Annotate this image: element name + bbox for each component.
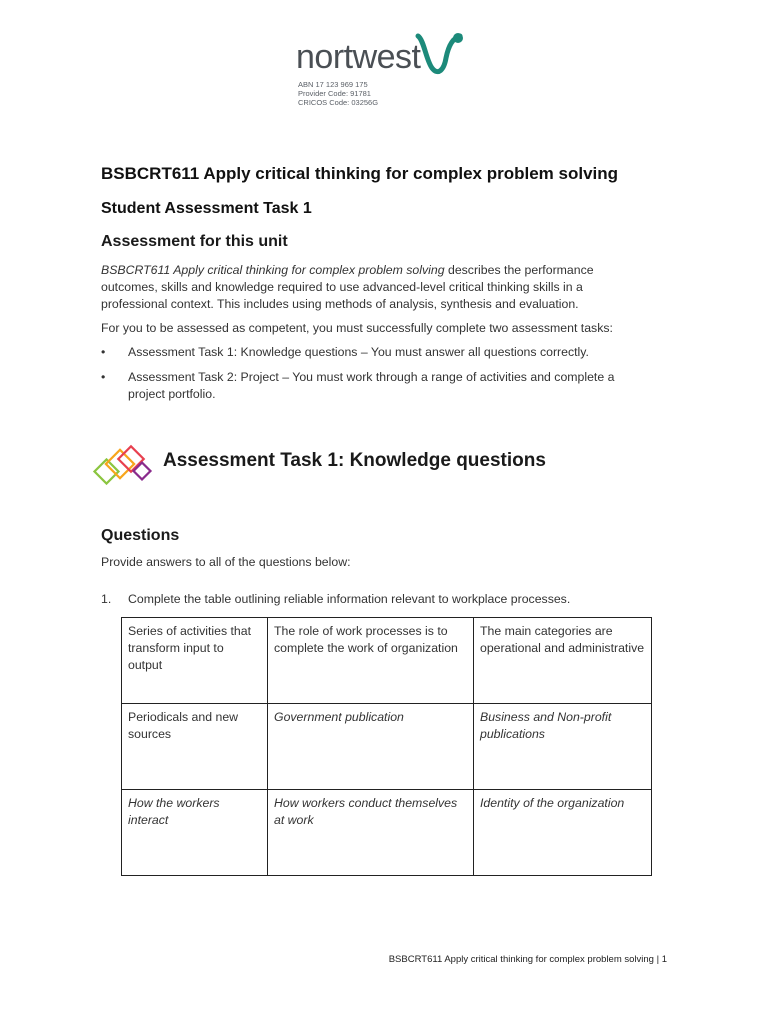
table-row [122,790,652,876]
section-heading: Assessment Task 1: Knowledge questions [163,450,546,471]
table-cell: How the workers interact [122,790,268,876]
assessment-intro [101,262,641,313]
logo-meta [298,80,378,107]
table-row [122,704,652,790]
logo-wordmark: nortwest [296,38,421,76]
task-title: Student Assessment Task 1 [101,200,312,217]
logo-provider-code: Provider Code: 91781 [298,89,371,98]
table-cell: The role of work processes is to complete the work of organization [268,618,474,704]
overlapping-diamonds-icon [92,442,158,490]
bullet-dot-icon: • [101,370,106,384]
table-cell: Business and Non-profit publications [474,704,652,790]
table-cell: Periodicals and new sources [122,704,268,790]
page-footer: BSBCRT611 Apply critical thinking for complex problem solving | 1 [388,954,667,965]
bullet-text: Assessment Task 1: Knowledge questions – You must answer all questions correctly. [128,345,589,359]
question-number: 1. [101,592,112,606]
assessment-heading: Assessment for this unit [101,233,288,250]
logo-wave-icon [414,30,464,78]
bullet-dot-icon: • [101,345,106,359]
table-cell: The main categories are operational and administrative [474,618,652,704]
bullet-text: Assessment Task 2: Project – You must work through a range of activities and complete a project portfolio. [128,370,615,401]
table-cell: Government publication [268,704,474,790]
intro-description: describes the performance outcomes, skills and knowledge required to use advanced-level critical thinking skills in a professional context. This includes using methods of analysis, synthesis and evaluation. [101,263,594,311]
nortwest-logo [296,30,476,110]
table-cell: Series of activities that transform input to output [122,618,268,704]
table-cell: Identity of the organization [474,790,652,876]
questions-heading: Questions [101,527,180,544]
unit-title: BSBCRT611 Apply critical thinking for complex problem solving [101,164,619,183]
question-text: Complete the table outlining reliable information relevant to workplace processes. [128,592,571,606]
table-cell: How workers conduct themselves at work [268,790,474,876]
logo-cricos-code: CRICOS Code: 03256G [298,98,379,107]
answer-table [121,617,652,876]
questions-instruction: Provide answers to all of the questions below: [101,555,351,569]
logo-abn: ABN 17 123 969 175 [298,80,368,89]
intro-unit-name: BSBCRT611 Apply critical thinking for complex problem solving [101,263,445,277]
table-row [122,618,652,704]
competent-text: For you to be assessed as competent, you must successfully complete two assessment tasks: [101,321,613,335]
